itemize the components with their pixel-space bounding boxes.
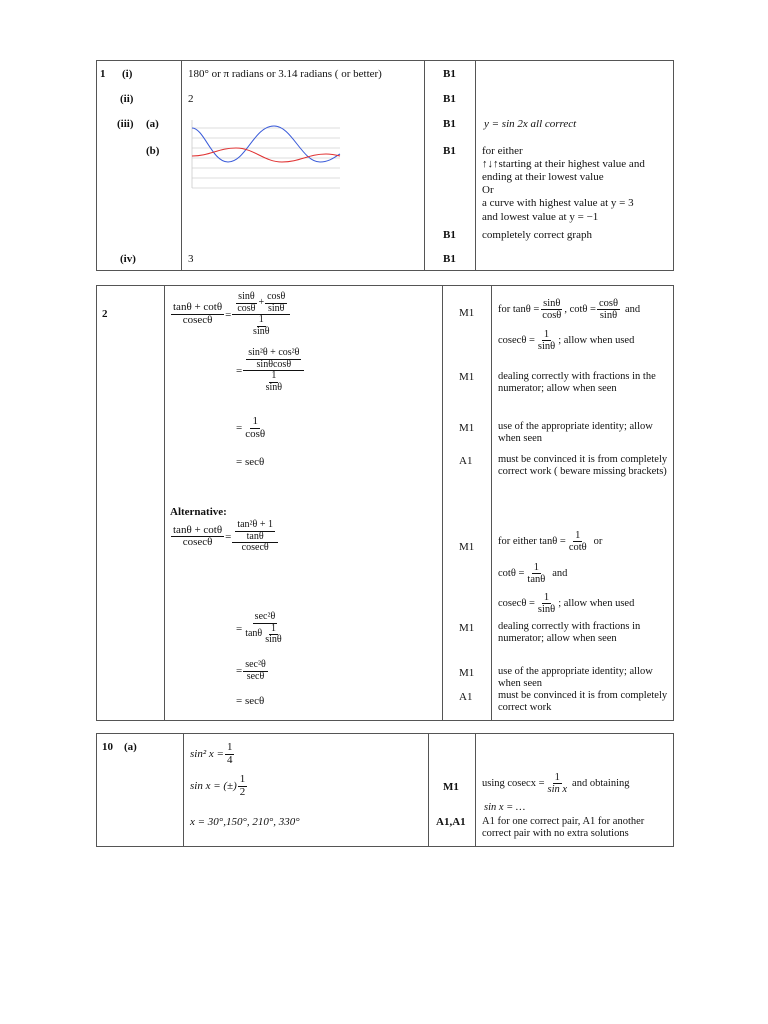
mark: M1 (459, 371, 475, 383)
question-number: 2 (102, 308, 108, 320)
note: y = sin 2x all correct (484, 118, 577, 130)
working-step-1: $\frac{\tan\theta + \cot\theta}{cosec\theta}$ = $\frac{\sin\theta}{\cos\theta}$ + $\frac{\cos\theta}{\sin\theta}$ $\frac{1}{\sin\theta}$ (170, 292, 291, 337)
mark: A1,A1 (436, 816, 466, 828)
note: dealing correctly with fractions in numerator; allow when seen (498, 621, 641, 644)
note: dealing correctly with fractions in the numerator; allow when seen (498, 371, 656, 394)
note: cosecθ = $\frac{1}{\sin\theta}$ ; allow when used (498, 329, 635, 353)
note: for either tanθ = $\frac{1}{\cot\theta}$ or (498, 530, 603, 554)
mark: B1 (443, 68, 456, 80)
part-label: (a) (146, 118, 159, 130)
sine-graph (188, 118, 343, 190)
mark: A1 (459, 455, 473, 467)
note: cosecθ = $\frac{1}{\sin\theta}$ ; allow when used (498, 592, 635, 616)
answer-text: 180° or π radians or 3.14 radians ( or better) (188, 68, 382, 80)
note: use of the appropriate identity; allow when seen (498, 421, 653, 444)
mark: M1 (459, 422, 475, 434)
note: ↑↓↑starting at their highest value and (482, 158, 645, 170)
answer-text: 2 (188, 93, 194, 105)
note: cotθ = $\frac{1}{\tan\theta}$ and (498, 562, 568, 586)
working-line-2: sin x = (±) $\frac{1}{2}$ (190, 773, 246, 798)
mark: M1 (459, 307, 475, 319)
mark: B1 (443, 229, 456, 241)
alt-step-2: = sec²θ tanθ $\frac{1}{\sin\theta}$ (236, 611, 282, 645)
mark: M1 (443, 781, 459, 793)
answer-text: 3 (188, 253, 194, 265)
part-label: (a) (124, 741, 137, 753)
part-label: (iv) (120, 253, 136, 265)
alt-step-4: = secθ (236, 695, 265, 707)
working-line-1: sin² x = $\frac{1}{4}$ (190, 741, 233, 766)
working-line-3: x = 30°,150°, 210°, 330° (190, 816, 300, 828)
question-number: 10 (102, 741, 113, 753)
mark: M1 (459, 622, 475, 634)
note: completely correct graph (482, 229, 592, 241)
alt-step-3: = $\frac{\text{sec²θ}}{\sec\theta}$ (236, 659, 266, 682)
note: ending at their lowest value (482, 171, 604, 183)
working-step-2: = $\frac{\frac{\text{sin²θ + cos²θ}}{\sin\theta\cos\theta}}{\frac{1}{\sin\theta}}$ (236, 348, 305, 393)
note: A1 for one correct pair, A1 for another correct pair with no extra solutions (482, 816, 645, 839)
mark: A1 (459, 691, 473, 703)
curve-blue (192, 126, 340, 162)
note: for either (482, 145, 523, 157)
alternative-heading: Alternative: (170, 506, 227, 518)
mark: M1 (459, 667, 475, 679)
note: sin x = … (484, 802, 526, 813)
part-label: (b) (146, 145, 160, 157)
working-step-3: = $\frac{1}{\cos\theta}$ (236, 415, 266, 440)
part-label: (iii) (117, 118, 134, 130)
note: Or (482, 184, 494, 196)
curve-red (192, 148, 340, 162)
note: for tanθ = $\frac{\sin\theta}{\cos\theta}$ , cotθ = $\frac{\cos\theta}{\sin\theta}$ and (498, 298, 641, 322)
note: must be convinced it is from completely correct work (498, 690, 668, 713)
note: using cosecx = $\frac{1}{\text{sin x}}$ and obtaining (482, 772, 630, 796)
part-label: (i) (122, 68, 133, 80)
alt-step-1: $\frac{\tan\theta + \cot\theta}{cosec\theta}$ = $\frac{\frac{\text{tan²θ + 1}}{\tan\theta}}{cosec\theta}$ (170, 520, 279, 554)
note: and lowest value at y = −1 (482, 211, 599, 223)
note: a curve with highest value at y = 3 (482, 197, 634, 209)
note: must be convinced it is from completely correct work ( beware missing brackets) (498, 454, 668, 477)
mark: M1 (459, 541, 475, 553)
part-label: (ii) (120, 93, 134, 105)
note: use of the appropriate identity; allow when seen (498, 666, 653, 689)
working-step-4: = secθ (236, 456, 265, 468)
mark: B1 (443, 253, 456, 265)
mark: B1 (443, 93, 456, 105)
mark: B1 (443, 118, 456, 130)
question-number: 1 (100, 68, 106, 80)
mark: B1 (443, 145, 456, 157)
